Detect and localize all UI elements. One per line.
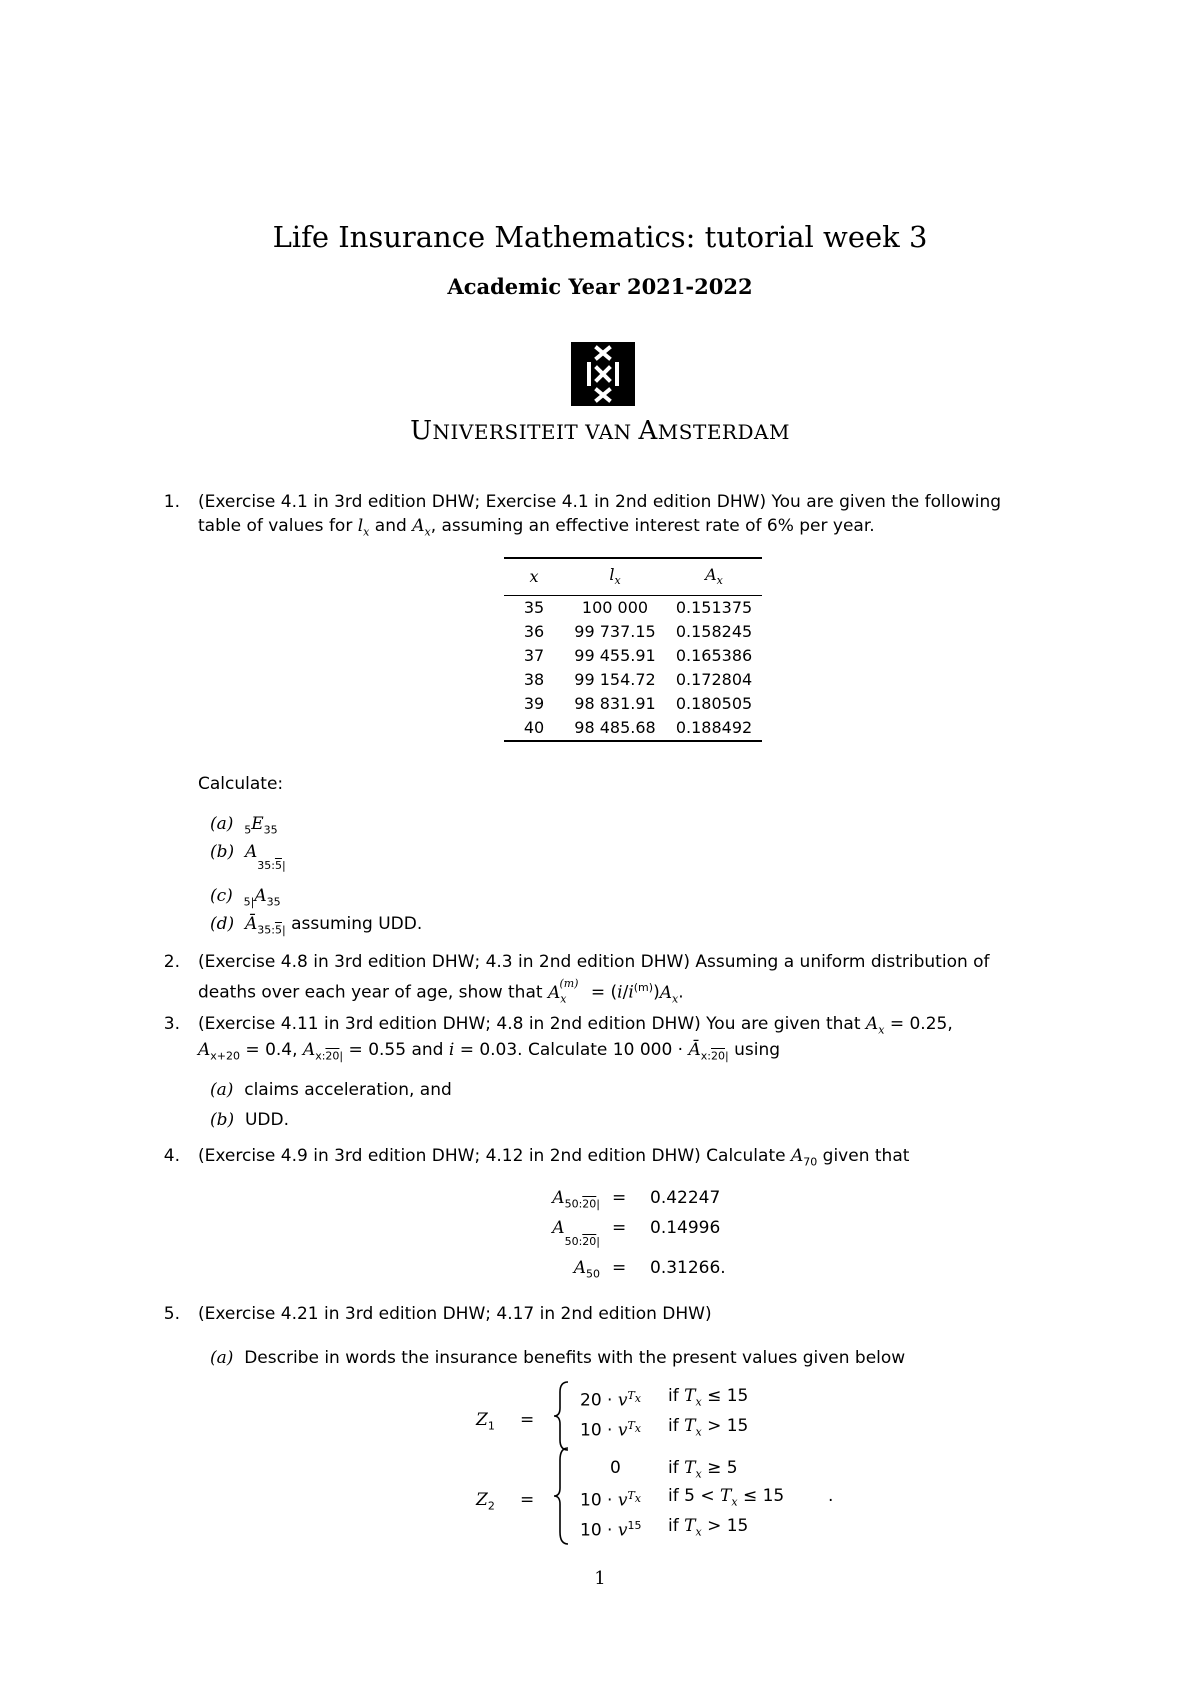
q3-part-b: (b) UDD. — [210, 1110, 289, 1130]
q4-eq3-equals: = — [612, 1258, 627, 1278]
q1-part-b: (b) $A_{35:5|}$ — [210, 842, 286, 873]
life-table — [504, 557, 762, 742]
q2-line2: deaths over each year of age, show that $A_x^{(m)} = (i/i^{(m)})A_x$. — [198, 977, 684, 1006]
table-row: 37 99 455.91 0.165386 — [523, 646, 753, 666]
z2-label: $Z_2$ — [476, 1490, 495, 1513]
q1-line2: table of values for $l_x$ and $A_x$, assuming an effective interest rate of 6% per year. — [198, 516, 875, 539]
page-number: 1 — [594, 1568, 606, 1589]
z1-label: $Z_1$ — [476, 1410, 495, 1433]
table-row: 35 100 000 0.151375 — [523, 598, 753, 618]
col-ax: $A_x$ — [705, 565, 723, 588]
z1-case1: $20 \cdot v^{T_x}$ — [580, 1389, 642, 1411]
q1-part-a: (a) $_5E_{35}$ — [210, 814, 278, 837]
q5-part-a: (a) Describe in words the insurance benefits with the present values given below — [210, 1348, 906, 1368]
z2-case2: $10 \cdot v^{T_x}$ — [580, 1489, 642, 1511]
q4-eq1-value: 0.42247 — [650, 1188, 721, 1208]
q5-line1: (Exercise 4.21 in 3rd edition DHW; 4.17 in 2nd edition DHW) — [198, 1304, 712, 1324]
page-title: Life Insurance Mathematics: tutorial week 3 — [272, 220, 928, 254]
q4-eq3-lhs: $A_{50}$ — [573, 1258, 600, 1281]
z2-case1: 0 — [610, 1458, 621, 1478]
z2-case1-cond: if $T_x \ge 5$ — [668, 1458, 738, 1481]
uva-logo-icon — [571, 342, 635, 406]
q4-eq2-lhs: $A_{50:20|}$ — [552, 1218, 600, 1249]
table-row: 38 99 154.72 0.172804 — [523, 670, 753, 690]
q4-eq2-equals: = — [612, 1218, 627, 1238]
q4-eq3-value: 0.31266. — [650, 1258, 726, 1278]
q1-calculate: Calculate: — [198, 774, 284, 794]
q4-number: 4. — [163, 1146, 180, 1166]
z1-brace-icon — [552, 1380, 570, 1456]
q3-line1: (Exercise 4.11 in 3rd edition DHW; 4.8 in 2nd edition DHW) You are given that $A_x = 0.25$, — [198, 1014, 953, 1037]
col-lx: $l_x$ — [609, 565, 621, 588]
q4-eq1-equals: = — [612, 1188, 627, 1208]
q1-part-d: (d) $Ā_{35:5|}$ assuming UDD. — [210, 914, 423, 937]
col-x: x — [529, 566, 539, 586]
page-subtitle: Academic Year 2021-2022 — [447, 274, 753, 299]
university-name: UNIVERSITEIT VAN AMSTERDAM — [410, 416, 790, 446]
table-row: 36 99 737.15 0.158245 — [523, 622, 753, 642]
q2-line1: (Exercise 4.8 in 3rd edition DHW; 4.3 in 2nd edition DHW) Assuming a uniform distribution of — [198, 952, 990, 972]
z2-case3-cond: if $T_x > 15$ — [668, 1516, 749, 1539]
q4-eq1-lhs: $A_{50:20|}$ — [552, 1188, 600, 1211]
q4-line1: (Exercise 4.9 in 3rd edition DHW; 4.12 in 2nd edition DHW) Calculate $A_{70}$ given that — [198, 1146, 910, 1169]
q4-eq2-value: 0.14996 — [650, 1218, 721, 1238]
z2-case3: $10 \cdot v^{15}$ — [580, 1519, 642, 1541]
z2-period: . — [828, 1486, 834, 1506]
q3-number: 3. — [163, 1014, 180, 1034]
z1-case2: $10 \cdot v^{T_x}$ — [580, 1419, 642, 1441]
table-row: 40 98 485.68 0.188492 — [504, 716, 762, 741]
q3-part-a: (a) claims acceleration, and — [210, 1080, 452, 1100]
q1-line1: (Exercise 4.1 in 3rd edition DHW; Exercise 4.1 in 2nd edition DHW) You are given the following — [198, 492, 1002, 512]
q1-part-c: (c) $_{5|}A_{35}$ — [210, 886, 281, 909]
q5-number: 5. — [163, 1304, 180, 1324]
q2-number: 2. — [163, 952, 180, 972]
z2-brace-icon — [552, 1446, 570, 1550]
z2-equals: = — [520, 1490, 535, 1510]
z1-case2-cond: if $T_x > 15$ — [668, 1416, 749, 1439]
q1-number: 1. — [163, 492, 180, 512]
q3-line2: $A_{x+20} = 0.4$, $A_{x:20|} = 0.55$ and i = 0.03. Calculate 10 $000 \cdot Ā_{x:20|}$ using — [198, 1040, 781, 1063]
z2-case2-cond: if $5 < T_x \le 15$ — [668, 1486, 785, 1509]
table-row: 39 98 831.91 0.180505 — [523, 694, 753, 714]
z1-case1-cond: if $T_x \le 15$ — [668, 1386, 749, 1409]
z1-equals: = — [520, 1410, 535, 1430]
